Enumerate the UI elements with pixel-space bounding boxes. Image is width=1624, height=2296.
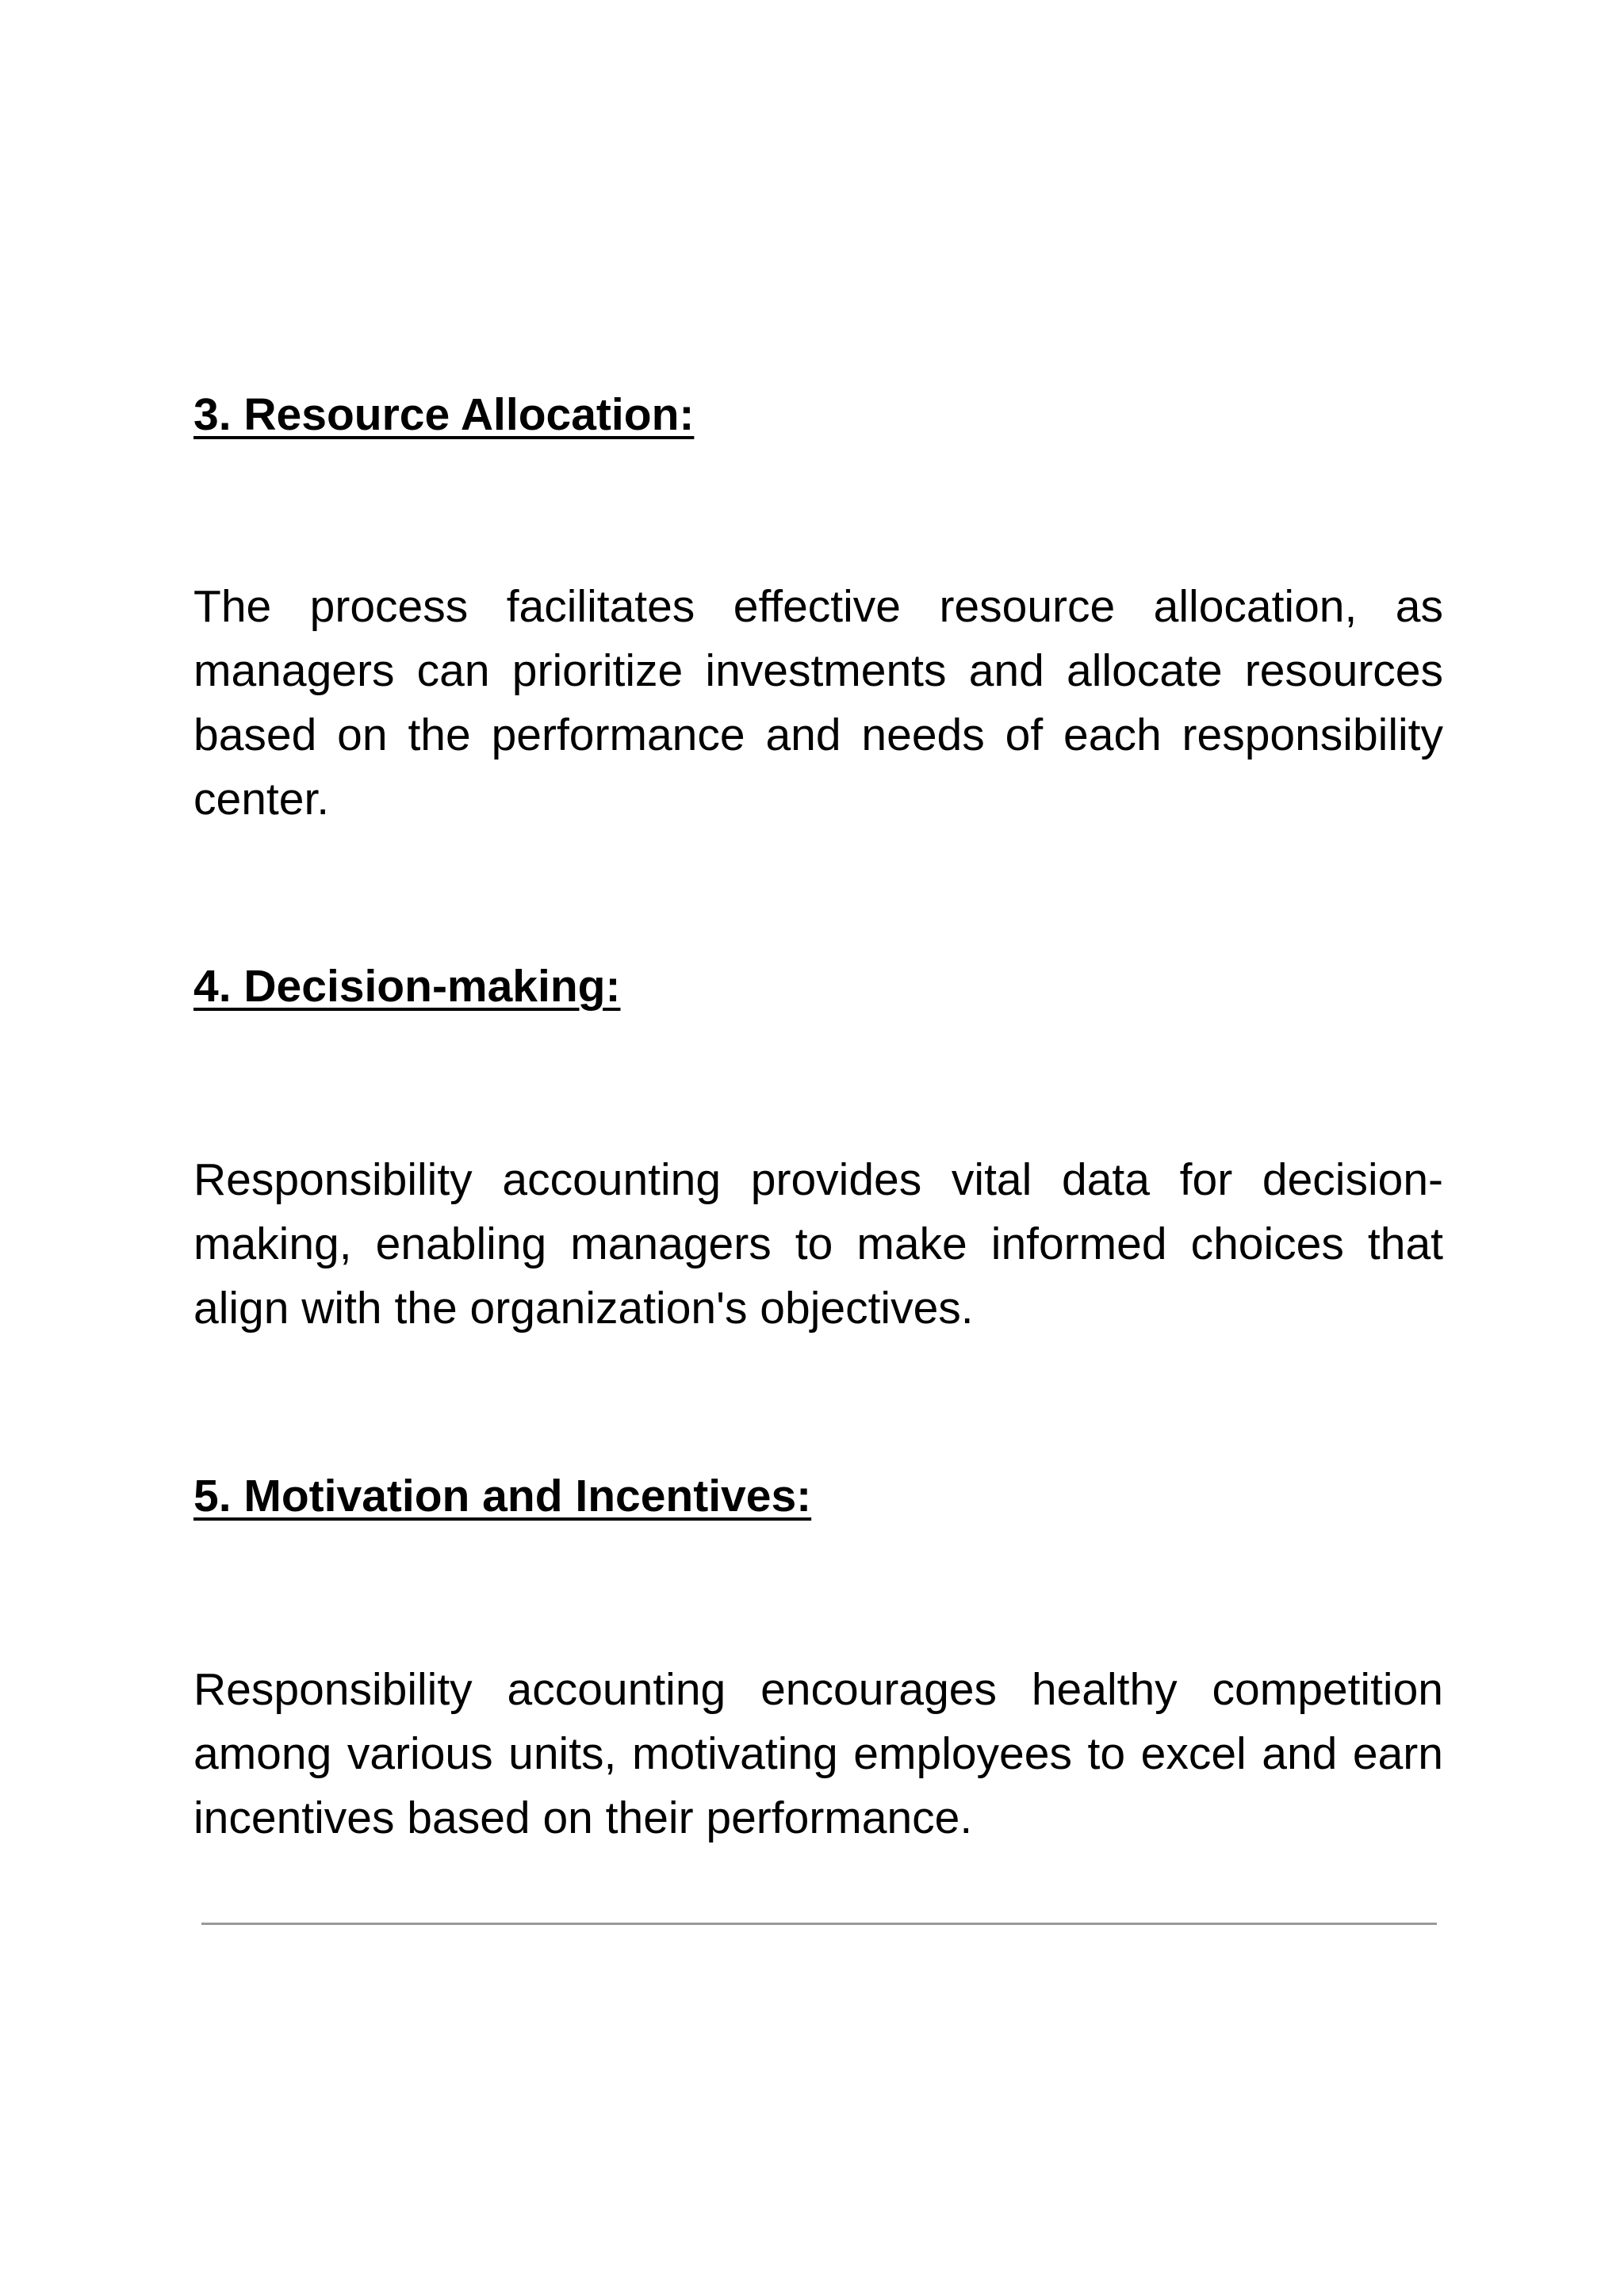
- section-heading-decision-making: 4. Decision-making:: [193, 961, 621, 1012]
- horizontal-divider: [201, 1923, 1437, 1925]
- section-heading-resource-allocation: 3. Resource Allocation:: [193, 389, 695, 440]
- section-body-motivation-incentives: Responsibility accounting encourages healthy competition among various units, motivating employees to excel and earn incentives based on their performance.: [193, 1664, 1443, 1843]
- section-body-resource-allocation: The process facilitates effective resource allocation, as managers can prioritize investments and allocate resources based on the performance and needs of each responsibility center.: [193, 581, 1443, 825]
- section-heading-motivation-incentives: 5. Motivation and Incentives:: [193, 1471, 812, 1521]
- section-body-decision-making: Responsibility accounting provides vital data for decision-making, enabling managers to make informed choices that align with the organization's objectives.: [193, 1154, 1443, 1334]
